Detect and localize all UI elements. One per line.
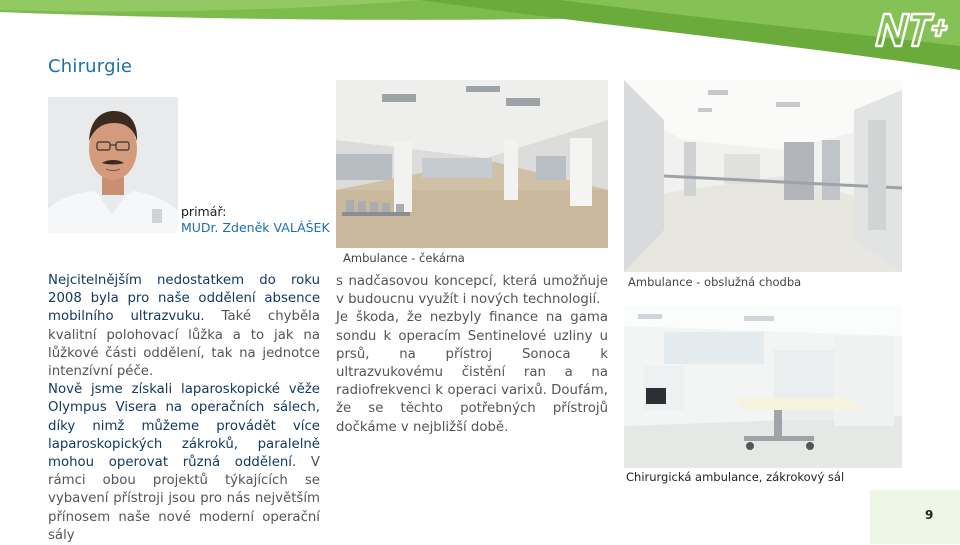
caption-surgery-room: Chirurgická ambulance, zákrokový sál: [626, 470, 845, 484]
paragraph-2-body: V rámci obou projektů týkajících se vybavení přístroji jsou pro nás největším přínosem naše nové moderní operační sály: [48, 455, 320, 543]
head-doctor-portrait: [48, 97, 178, 233]
photo-surgery-room: [624, 306, 902, 468]
head-doctor-name: MUDr. Zdeněk VALÁŠEK: [181, 220, 330, 235]
head-doctor-role: primář:: [181, 204, 227, 219]
caption-waiting-room: Ambulance - čekárna: [343, 251, 465, 265]
paragraph-1-body: Také chyběla kvalitní polohovací lůžka a to jak na lůžkové části oddělení, tak na jednotce intenzívní péče.: [48, 309, 320, 380]
page-number: 9: [925, 508, 934, 522]
caption-corridor: Ambulance - obslužná chodba: [628, 275, 802, 289]
paragraph-1-lead: Nejcitelnějším nedostatkem do roku 2008 byla pro naše oddělení absence mobilního ultrazvuku.: [48, 273, 320, 325]
paragraph-4: Je škoda, že nezbyly finance na gama sondu k operacím Sentinelové uzliny u prsů, na přístroj Sonoca k ultrazvukovému čistění ran a na radiofrekvenci k operaci varixů. Doufám, že se těchto potřebných přístrojů dočkáme v nejbližší době.: [336, 310, 608, 435]
nt-plus-logo: [870, 8, 950, 54]
page-title: Chirurgie: [48, 56, 133, 77]
head-doctor-caption: [181, 204, 330, 236]
article-column-1: [48, 272, 320, 545]
photo-corridor: [624, 80, 902, 272]
paragraph-3: s nadčasovou koncepcí, která umožňuje v budoucnu využít i nových technologií.: [336, 274, 608, 308]
article-column-2: [336, 273, 608, 437]
photo-waiting-room: [336, 80, 608, 248]
paragraph-2-lead: Nově jsme získali laparoskopické věže Olympus Visera na operačních sálech, díky nimž můžeme provádět více laparoskopických zákroků, paralelně mohou operovat různá oddělení.: [48, 382, 320, 471]
